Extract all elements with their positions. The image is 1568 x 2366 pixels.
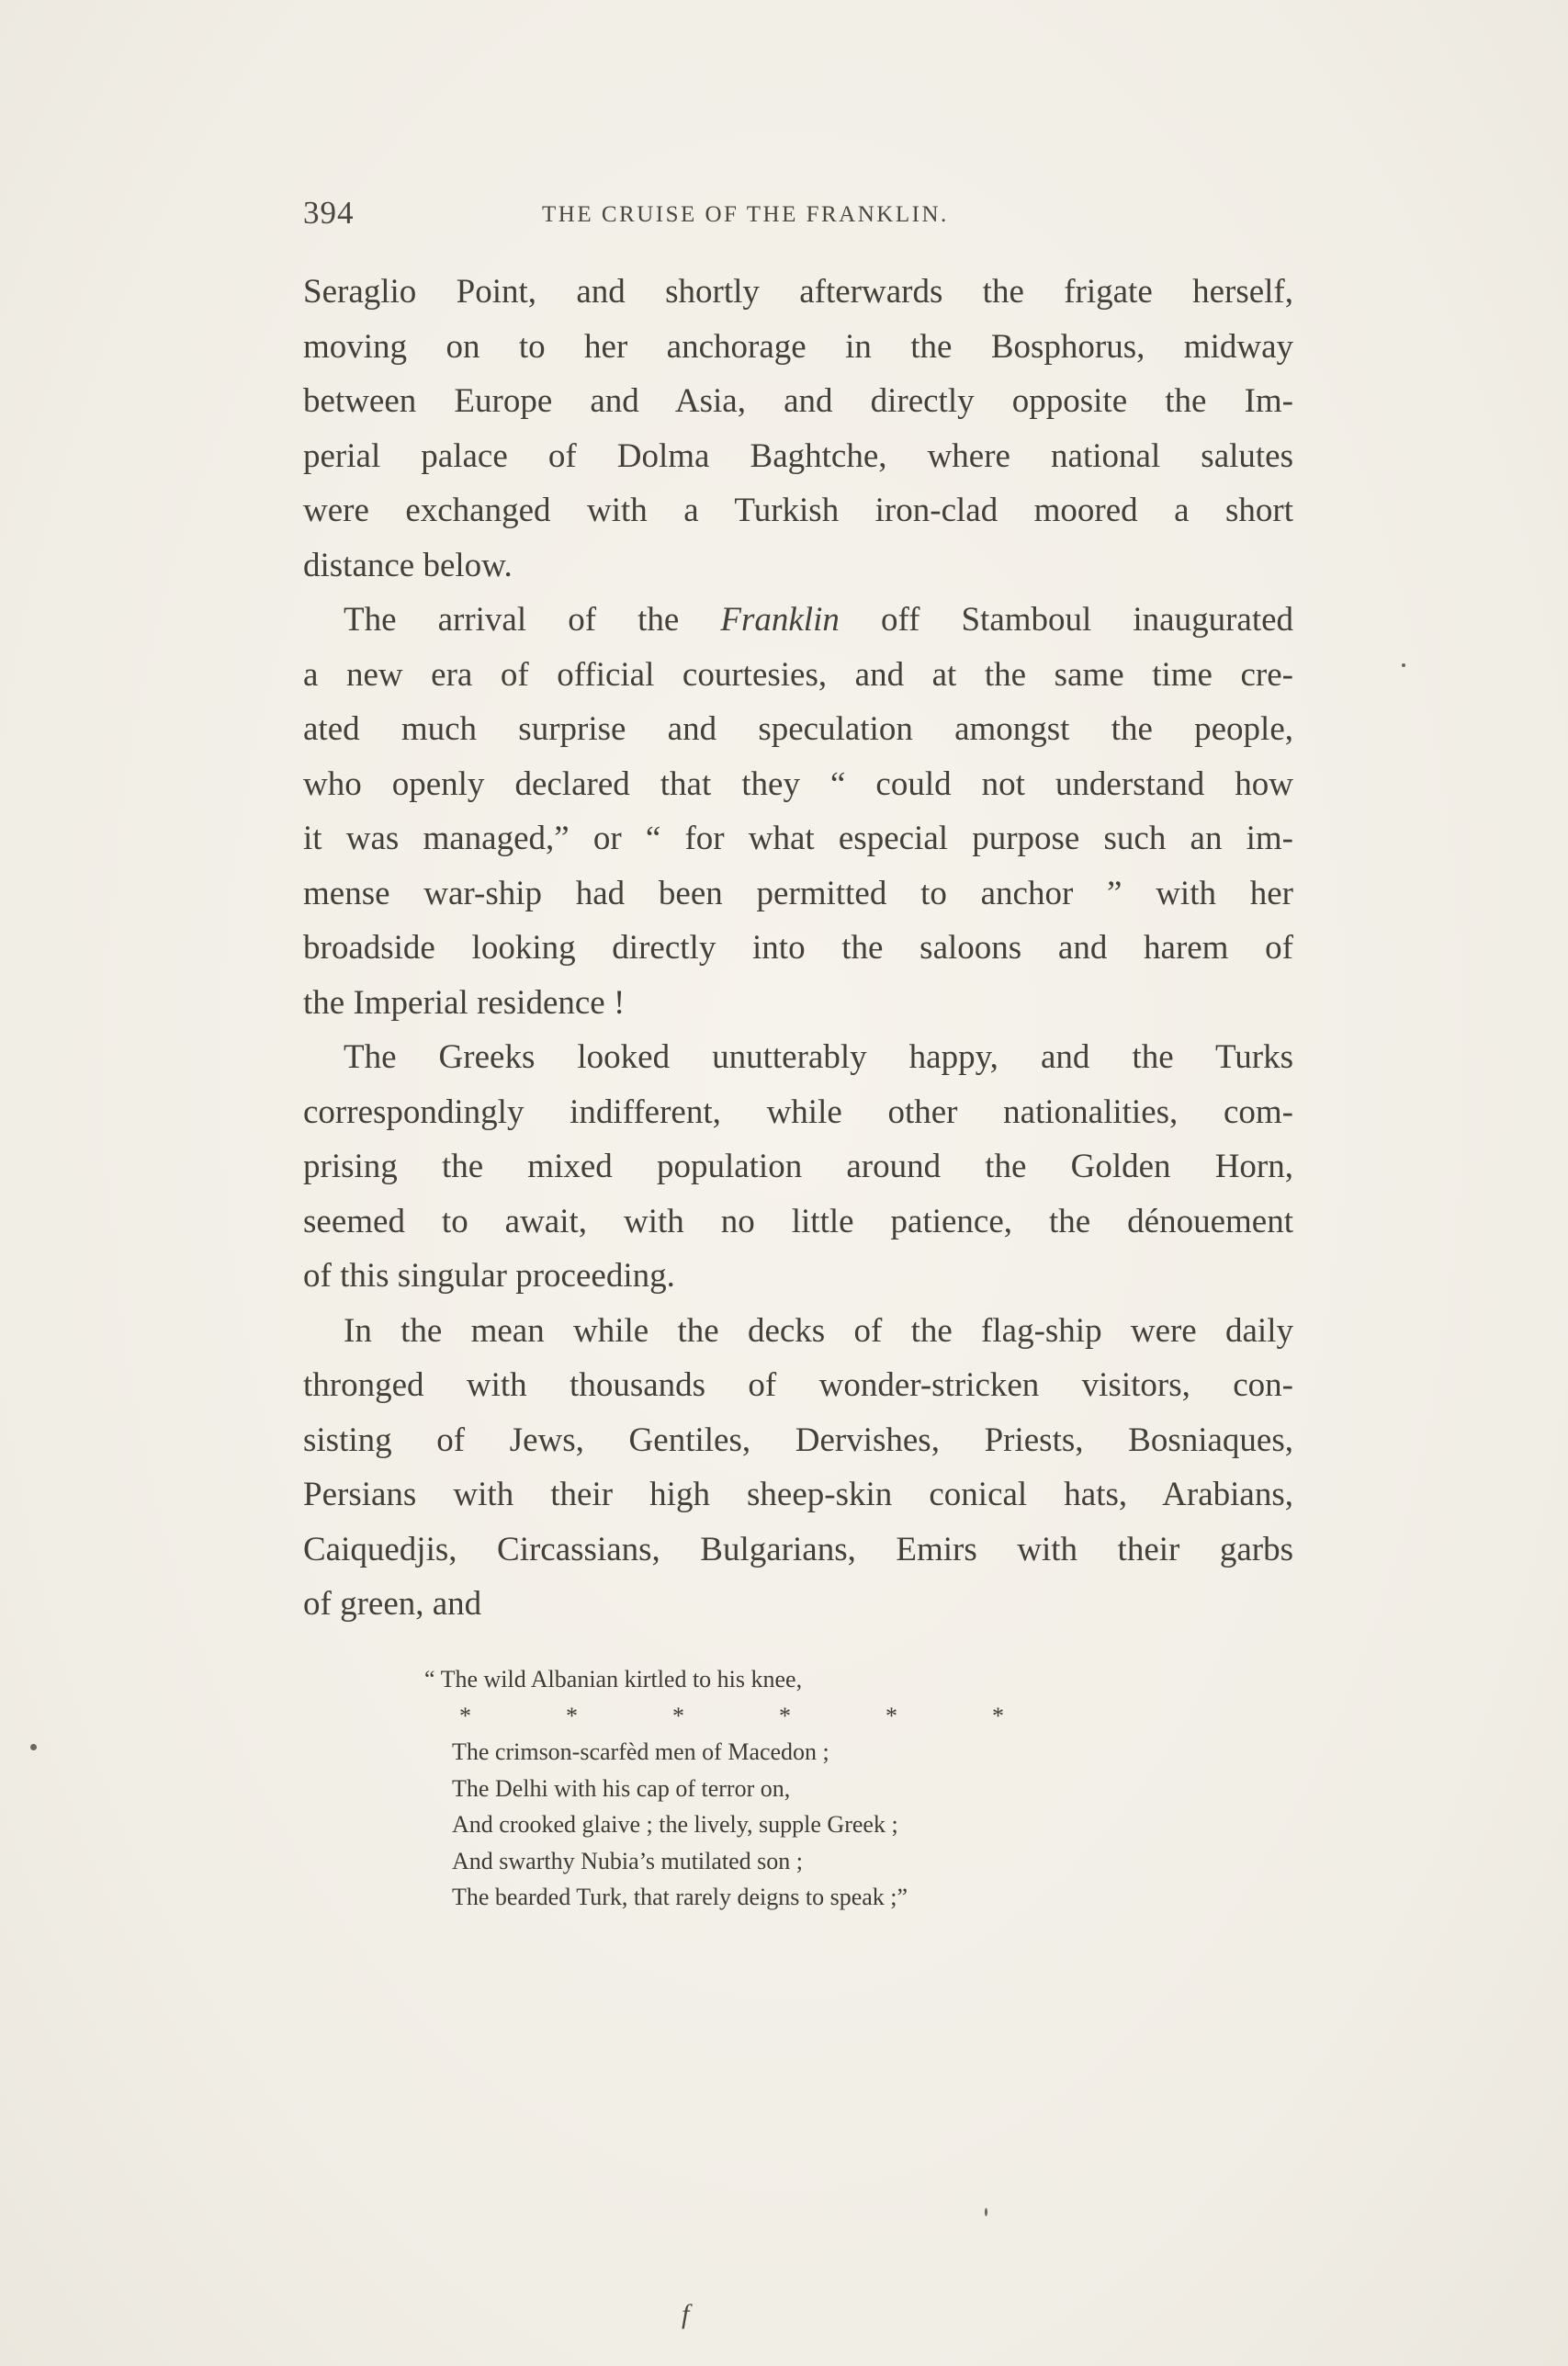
text-line: between Europe and Asia, and directly opposite the Im- xyxy=(303,382,1293,420)
text-line: Seraglio Point, and shortly afterwards the frigate herself, xyxy=(303,273,1293,311)
text-line: sisting of Jews, Gentiles, Dervishes, Priests, Bosniaques, xyxy=(303,1421,1293,1459)
text-line: prising the mixed population around the Golden Horn, xyxy=(303,1148,1293,1185)
text-line xyxy=(303,593,1293,648)
ship-name-italic: Franklin xyxy=(720,601,840,639)
star: * xyxy=(459,1702,471,1729)
verse-line: The bearded Turk, that rarely deigns to speak ;” xyxy=(452,1884,908,1910)
paper-speck xyxy=(1402,663,1405,667)
text-line: thronged with thousands of wonder-stricken visitors, con- xyxy=(303,1366,1293,1404)
verse-quotation xyxy=(424,1661,1122,1916)
text-line: of this singular proceeding. xyxy=(303,1257,675,1295)
text-line: Caiquedjis, Circassians, Bulgarians, Emirs with their garbs xyxy=(303,1530,1293,1568)
star: * xyxy=(886,1702,897,1729)
text-line: distance below. xyxy=(303,546,513,584)
text-line: Persians with their high sheep-skin conical hats, Arabians, xyxy=(303,1476,1293,1513)
running-head xyxy=(303,195,1293,241)
verse-line: The crimson-scarfèd men of Macedon ; xyxy=(452,1738,829,1765)
star: * xyxy=(992,1702,1004,1729)
text-line: who openly declared that they “ could not understand how xyxy=(303,764,1293,803)
text-line: a new era of official courtesies, and at the same time cre- xyxy=(303,655,1293,694)
text-line: perial palace of Dolma Baghtche, where national salutes xyxy=(303,436,1293,475)
star: * xyxy=(672,1702,684,1729)
ellipsis-stars xyxy=(424,1698,1122,1735)
page-number: 394 xyxy=(303,195,355,231)
footer-mark: f xyxy=(682,2299,690,2329)
text-line: ated much surprise and speculation amongst the people, xyxy=(303,710,1293,748)
text-line: the Imperial residence ! xyxy=(303,983,626,1022)
verse-line: And crooked glaive ; the lively, supple Greek ; xyxy=(452,1811,898,1838)
text-line: moving on to her anchorage in the Bosphorus, midway xyxy=(303,327,1293,366)
text-line: The Greeks looked unutterably happy, and the Turks xyxy=(344,1038,1293,1076)
text-line: mense war-ship had been permitted to anchor ” with her xyxy=(303,874,1293,912)
text-line: it was managed,” or “ for what especial purpose such an im- xyxy=(303,820,1293,857)
text-line: were exchanged with a Turkish iron-clad moored a short xyxy=(303,492,1293,529)
text-line: correspondingly indifferent, while other nationalities, com- xyxy=(303,1092,1293,1131)
body-text xyxy=(303,265,1293,1632)
paper-speck xyxy=(30,1744,37,1750)
star: * xyxy=(779,1702,791,1729)
verse-line: The Delhi with his cap of terror on, xyxy=(452,1774,791,1802)
paper-speck xyxy=(985,2208,987,2216)
text-fragment: The arrival of the xyxy=(344,601,680,639)
verse-line: “ The wild Albanian kirtled to his knee, xyxy=(424,1666,803,1692)
star: * xyxy=(566,1702,578,1729)
running-title: THE CRUISE OF THE FRANKLIN. xyxy=(542,202,949,227)
text-line: In the mean while the decks of the flag-ship were daily xyxy=(344,1311,1293,1350)
text-fragment: off Stamboul inaugurated xyxy=(880,601,1294,639)
text-line: broadside looking directly into the saloons and harem of xyxy=(303,929,1293,967)
text-line: of green, and xyxy=(303,1585,482,1623)
text-line: seemed to await, with no little patience, the dénouement xyxy=(303,1202,1293,1240)
verse-line: And swarthy Nubia’s mutilated son ; xyxy=(452,1847,804,1874)
